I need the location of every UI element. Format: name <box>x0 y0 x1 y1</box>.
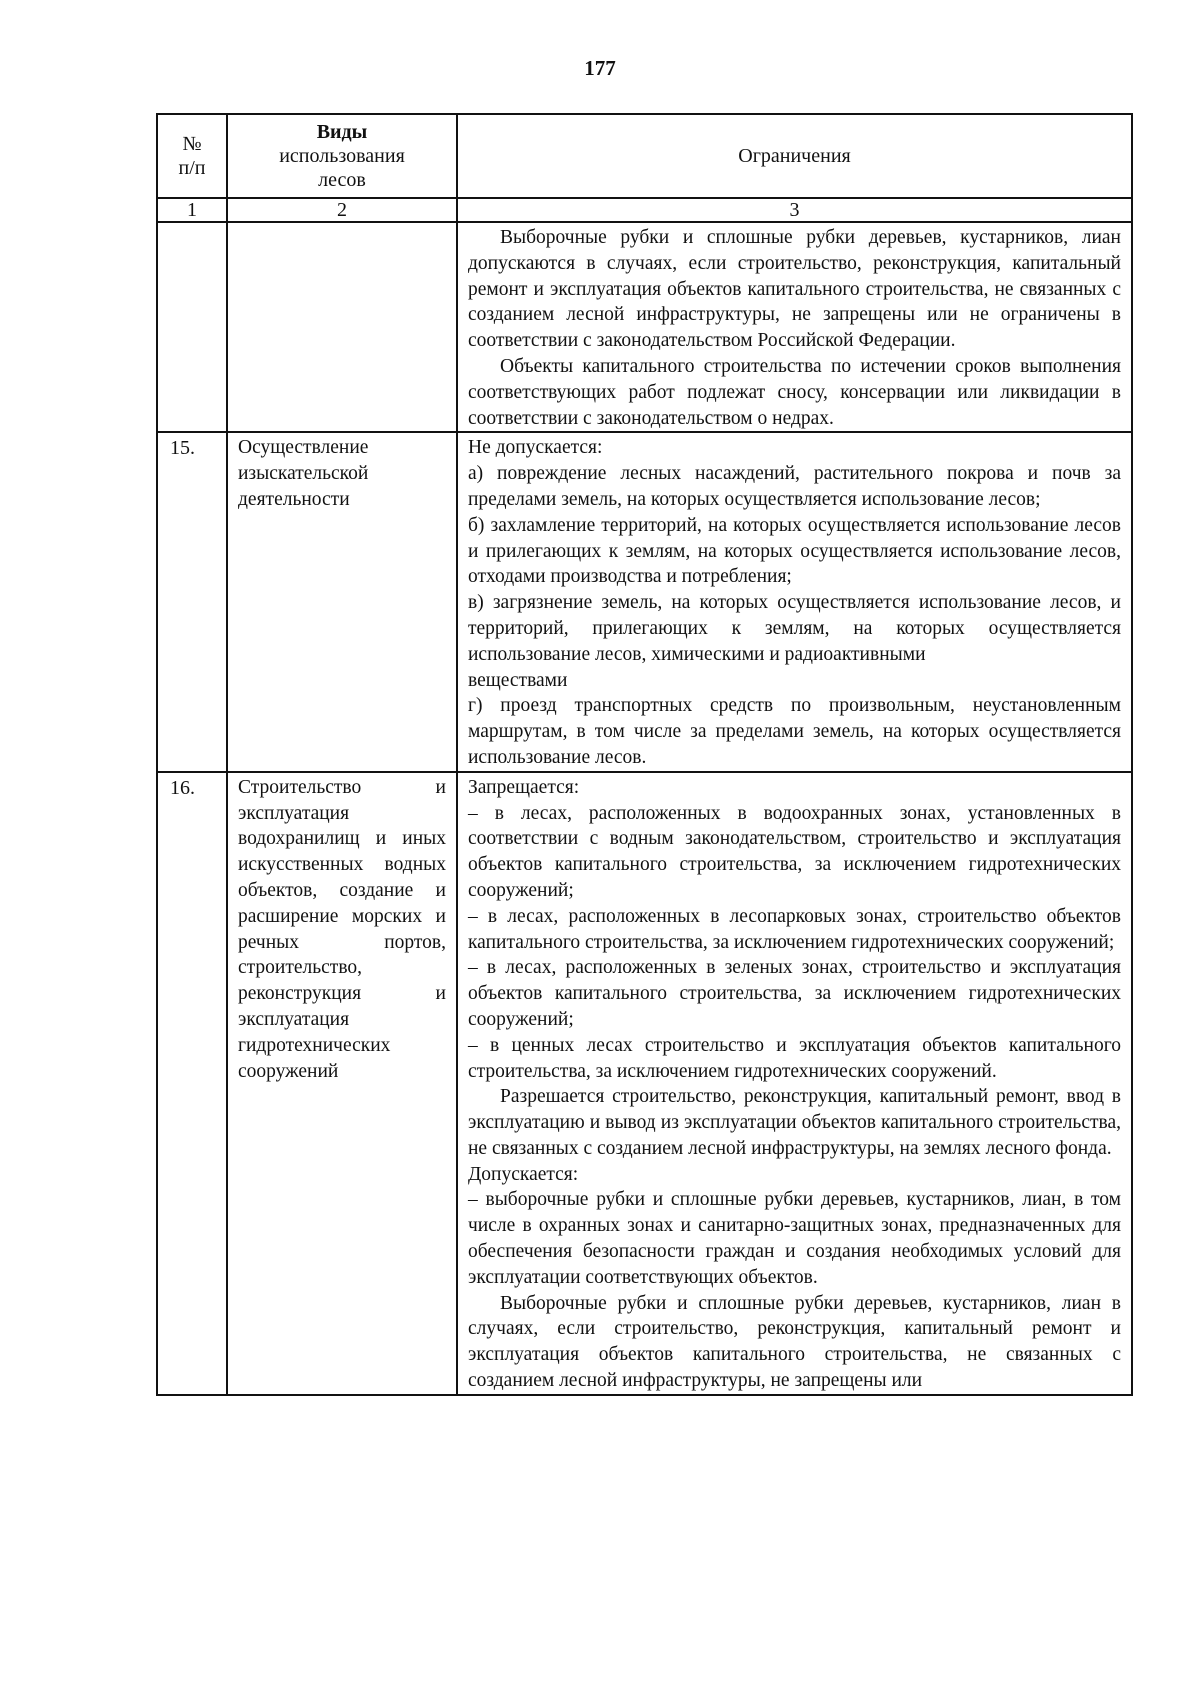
restriction-paragraph: в) загрязнение земель, на которых осуществляется использование лесов, и территорий, прилегающих к землям, на которых осуществляется использование лесов, химическими и радиоактивными <box>468 592 1121 665</box>
restriction-paragraph: Не допускается: <box>468 437 603 459</box>
restriction-paragraph: б) захламление территорий, на которых осуществляется использование лесов и прилегающих к землям, на которых осуществляется использование лесов, отходами производства и потребления; <box>468 514 1121 588</box>
restrictions-table <box>156 113 1133 1396</box>
table-row <box>157 222 1132 432</box>
restriction-paragraph: Выборочные рубки и сплошные рубки деревьев, кустарников, лиан в случаях, если строительство, реконструкция, капитальный ремонт и эксплуатация объектов капитального строительства, не связанных с созданием лесной инфраструктуры, не запрещены или <box>468 1292 1121 1392</box>
row-number-cell: 16. <box>157 772 227 1395</box>
table-row <box>157 432 1132 771</box>
table-row <box>157 772 1132 1395</box>
restriction-paragraph: г) проезд транспортных средств по произвольным, неустановленным маршрутам, в том числе за пределами земель, на которых осуществляется использование лесов. <box>468 695 1121 768</box>
restriction-paragraph: Допускается: <box>468 1163 579 1185</box>
restriction-paragraph: Объекты капитального строительства по истечении сроков выполнения соответствующих работ подлежат сносу, консервации или ликвидации в соответствии с законодательством о недрах. <box>468 355 1121 429</box>
header-kind <box>227 114 457 198</box>
restriction-paragraph: Разрешается строительство, реконструкция, капитальный ремонт, ввод в эксплуатацию и вывод из эксплуатации объектов капитального строительства, не связанных с созданием лесной инфраструктуры, на землях лесного фонда. <box>468 1086 1121 1159</box>
row-kind-cell <box>227 432 457 771</box>
restriction-paragraph: а) повреждение лесных насаждений, растительного покрова и почв за пределами земель, на которых осуществляется использование лесов; <box>468 463 1121 510</box>
restriction-paragraph: – выборочные рубки и сплошные рубки деревьев, кустарников, лиан, в том числе в охранных зонах и санитарно-защитных зонах, предназначенных для обеспечения безопасности граждан и создания необходимых условий для эксплуатации соответствующих объектов. <box>468 1189 1121 1288</box>
row-kind-cell <box>227 222 457 432</box>
header-kind-line3: лесов <box>318 169 366 191</box>
row-restrictions-cell <box>457 222 1132 432</box>
header-number-pp: п/п <box>178 157 206 179</box>
page-number: 177 <box>584 56 616 80</box>
kind-line: деятельности <box>238 488 350 510</box>
column-number-3: 3 <box>457 198 1132 222</box>
row-number-cell <box>157 222 227 432</box>
kind-line: изыскательской <box>238 463 369 485</box>
restriction-paragraph: – в лесах, расположенных в зеленых зонах, строительство и эксплуатация объектов капитального строительства, за исключением гидротехнических сооружений; <box>468 957 1121 1030</box>
row-restrictions-cell <box>457 432 1132 771</box>
header-kind-line2: использования <box>279 145 405 167</box>
restriction-paragraph: – в ценных лесах строительство и эксплуатация объектов капитального строительства, за исключением гидротехнических сооружений. <box>468 1034 1121 1082</box>
header-restrictions-label: Ограничения <box>738 145 851 167</box>
restriction-paragraph: – в лесах, расположенных в лесопарковых зонах, строительство объектов капитального строительства, за исключением гидротехнических сооружений; <box>468 905 1121 953</box>
kind-text: Строительство и эксплуатация водохранилищ и иных искусственных водных объектов, создание и расширение морских и речных портов, строительство, реконструкция и эксплуатация гидротехнических сооружений <box>238 776 446 1082</box>
header-number <box>157 114 227 198</box>
row-number-cell: 15. <box>157 432 227 771</box>
row-kind-cell <box>227 772 457 1395</box>
header-kind-line1: Виды <box>316 121 368 143</box>
column-number-2: 2 <box>227 198 457 222</box>
restriction-paragraph: – в лесах, расположенных в водоохранных зонах, установленных в соответствии с водным законодательством, строительство и эксплуатация объектов капитального строительства, за исключением гидротехнических сооружений; <box>468 802 1121 901</box>
restriction-paragraph: веществами <box>468 669 568 691</box>
restriction-paragraph: Запрещается: <box>468 776 580 798</box>
row-restrictions-cell <box>457 772 1132 1395</box>
column-number-1: 1 <box>157 198 227 222</box>
kind-line: Осуществление <box>238 437 369 459</box>
restriction-paragraph: Выборочные рубки и сплошные рубки деревьев, кустарников, лиан допускаются в случаях, если строительство, реконструкция, капитальный ремонт и эксплуатация объектов капитального строительства, не связанных с созданием лесной инфраструктуры, не запрещены или не ограничены в соответствии с законодательством Российской Федерации. <box>468 227 1121 352</box>
header-restrictions <box>457 114 1132 198</box>
header-number-sign: № <box>182 133 202 155</box>
